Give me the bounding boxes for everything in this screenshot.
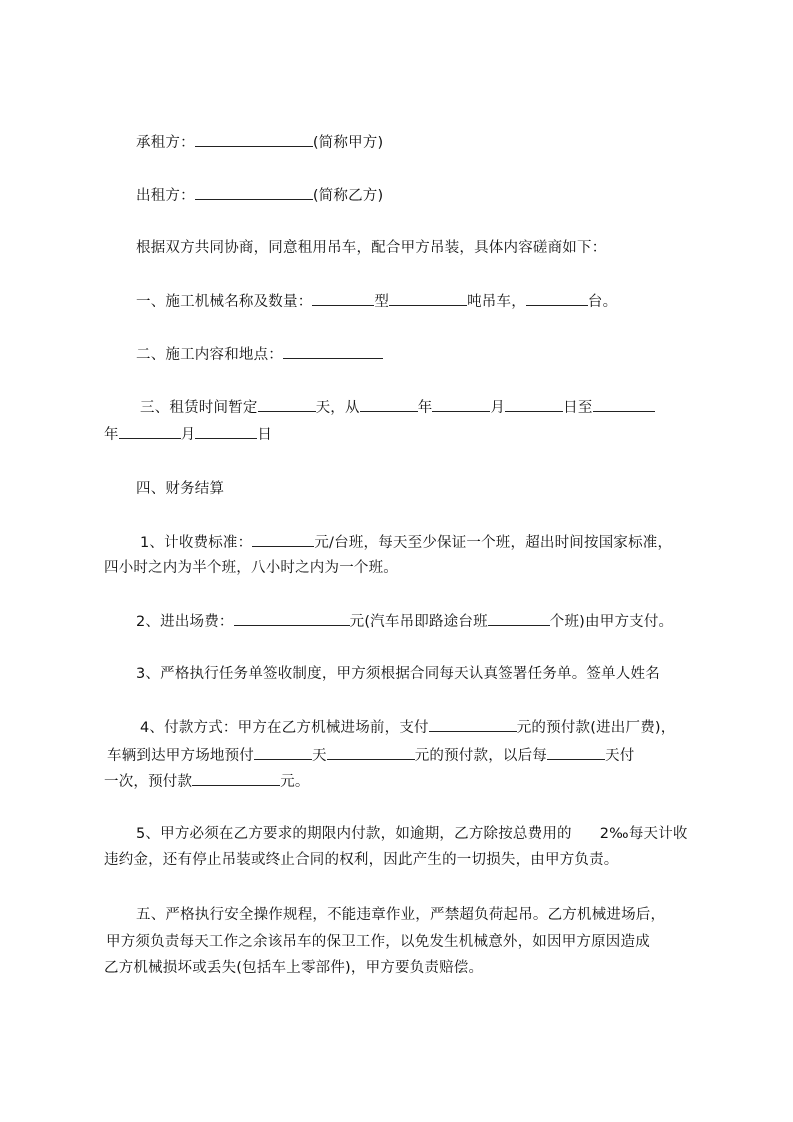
- rate-blank[interactable]: [252, 531, 314, 547]
- p1-text-a: 1、计收费标准：: [140, 535, 253, 551]
- item-3: 3、严格执行任务单签收制度，甲方须根据合同每天认真签署任务单。签单人姓名: [136, 666, 660, 682]
- start-year-blank[interactable]: [360, 396, 418, 412]
- section-5-line-2: 甲方须负责每天工作之余该吊车的保卫工作，以免发生机械意外，如因甲方原因造成: [106, 934, 650, 950]
- lessee-suffix: (简称甲方): [312, 135, 384, 151]
- section-5-line-1: 五、严格执行安全操作规程，不能违章作业，严禁超负荷起吊。乙方机械进场后，: [136, 907, 666, 923]
- lessee-label: 承租方：: [136, 135, 195, 151]
- item-1-line-1: [140, 531, 672, 554]
- p5-text-a: 5、甲方必须在乙方要求的期限内付款，如逾期，乙方除按总费用的: [136, 826, 572, 842]
- location-blank[interactable]: [283, 343, 383, 359]
- s3-text-d: 月: [490, 400, 506, 416]
- lessee-line: [136, 131, 383, 154]
- prepay-amount-blank[interactable]: [429, 716, 517, 732]
- s3-text-e: 日至: [563, 400, 593, 416]
- p4-text-d: 天: [312, 748, 327, 764]
- s3-text-b: 天，从: [315, 400, 360, 416]
- lessor-line: [136, 184, 383, 207]
- lessor-label: 出租方：: [136, 188, 195, 204]
- s3-text-h: 日: [257, 427, 273, 443]
- end-day-blank[interactable]: [195, 423, 257, 439]
- s1-text-a: 一、施工机械名称及数量：: [136, 294, 313, 310]
- p4-text-c: 车辆到达甲方场地预付: [107, 748, 254, 764]
- p2-text-a: 2、进出场费：: [136, 614, 234, 630]
- days-blank[interactable]: [258, 396, 316, 412]
- lessor-blank[interactable]: [195, 184, 313, 200]
- end-month-blank[interactable]: [119, 423, 181, 439]
- p1-text-b: 元/台班，每天至少保证一个班，超出时间按国家标准，: [314, 535, 673, 551]
- p4-text-e: 元的预付款，以后每: [414, 748, 548, 764]
- lessor-suffix: (简称乙方): [312, 188, 384, 204]
- s3-text-g: 月: [180, 427, 196, 443]
- shifts-blank[interactable]: [488, 610, 550, 626]
- quantity-blank[interactable]: [526, 290, 588, 306]
- item-1-line-2: 四小时之内为半个班，八小时之内为一个班。: [104, 560, 398, 576]
- start-month-blank[interactable]: [432, 396, 490, 412]
- item-5-line-1: [136, 823, 688, 845]
- s2-text-a: 二、施工内容和地点：: [136, 347, 283, 363]
- p4-text-b: 元的预付款(进出厂费)，: [516, 720, 676, 736]
- lessee-blank[interactable]: [195, 131, 313, 147]
- item-4-line-2: [107, 744, 634, 767]
- end-year-blank[interactable]: [593, 396, 655, 412]
- site-prepay-blank[interactable]: [327, 744, 415, 760]
- s3-text-c: 年: [417, 400, 433, 416]
- p4-text-a: 4、付款方式：甲方在乙方机械进场前，支付: [140, 720, 429, 736]
- item-2: [136, 610, 673, 633]
- p2-text-c: 个班)由甲方支付。: [549, 614, 674, 630]
- p4-text-f: 天付: [605, 748, 635, 764]
- section-2: [136, 343, 383, 366]
- s3-text-a: 三、租赁时间暂定: [140, 400, 258, 416]
- item-4-line-1: [140, 716, 675, 739]
- p4-text-g: 一次，预付款: [104, 774, 193, 790]
- s1-text-d: 台。: [587, 294, 618, 310]
- model-blank[interactable]: [312, 290, 374, 306]
- p2-text-b: 元(汽车吊即路途台班: [349, 614, 488, 630]
- installment-blank[interactable]: [192, 770, 280, 786]
- entry-fee-blank[interactable]: [234, 610, 350, 626]
- tonnage-blank[interactable]: [389, 290, 467, 306]
- section-1: [136, 290, 617, 313]
- section-3-line-1: [140, 396, 655, 419]
- section-5-line-3: 乙方机械损坏或丢失(包括车上零部件)，甲方要负责赔偿。: [104, 960, 484, 976]
- s1-text-b: 型: [374, 294, 390, 310]
- s1-text-c: 吨吊车，: [467, 294, 526, 310]
- s3-text-f: 年: [104, 427, 119, 443]
- p4-text-h: 元。: [280, 774, 310, 790]
- intro-text: 根据双方共同协商，同意租用吊车，配合甲方吊装，具体内容磋商如下：: [136, 240, 607, 256]
- item-5-line-2: 违约金，还有停止吊装或终止合同的权利，因此产生的一切损失，由甲方负责。: [104, 852, 619, 868]
- start-day-blank[interactable]: [505, 396, 563, 412]
- section-3-line-2: [104, 423, 272, 446]
- section-4-title: 四、财务结算: [136, 481, 225, 497]
- p5-text-b: 2‰每天计收: [599, 826, 688, 842]
- interval-days-blank[interactable]: [547, 744, 605, 760]
- item-4-line-3: [104, 770, 310, 793]
- prepay-days-blank[interactable]: [254, 744, 312, 760]
